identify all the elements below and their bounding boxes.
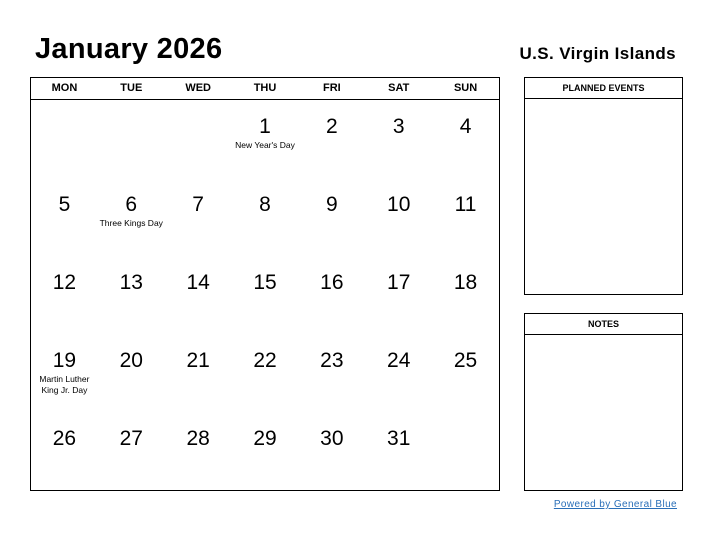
day-cell (98, 178, 165, 256)
planned-events-header: PLANNED EVENTS (525, 78, 682, 99)
day-cell (432, 178, 499, 256)
day-cell (31, 412, 98, 490)
holiday-label: Martin Luther King Jr. Day (39, 374, 90, 395)
day-number: 12 (52, 271, 77, 294)
planned-events-box (524, 77, 683, 295)
day-cell (365, 178, 432, 256)
day-number: 21 (186, 349, 210, 372)
weekday-label: FRI (323, 82, 341, 94)
day-number: 20 (119, 349, 143, 372)
page-title: January 2026 (35, 33, 223, 65)
day-cell (432, 100, 499, 178)
day-cell (232, 178, 299, 256)
day-cell (31, 334, 98, 412)
day-cell (232, 256, 299, 334)
day-number: 22 (253, 349, 277, 372)
day-number: 29 (253, 427, 277, 450)
day-cell (165, 100, 232, 178)
day-number: 31 (387, 427, 411, 450)
day-cell (232, 334, 299, 412)
day-cell (432, 412, 499, 490)
day-cell (165, 178, 232, 256)
day-number: 30 (320, 427, 344, 450)
day-cell (298, 100, 365, 178)
day-number: 2 (326, 115, 338, 138)
day-number: 10 (387, 193, 411, 216)
day-number: 26 (52, 427, 77, 450)
day-number: 27 (119, 427, 143, 450)
day-number: 3 (392, 115, 405, 138)
day-number: 28 (186, 427, 210, 450)
day-cell (232, 100, 299, 178)
day-number: 23 (320, 349, 344, 372)
weekday-label: THU (253, 82, 277, 94)
day-cell (365, 412, 432, 490)
day-cell (165, 334, 232, 412)
weekday-label: TUE (120, 82, 143, 94)
weekday-header-row (31, 78, 499, 100)
day-cell (298, 178, 365, 256)
day-cell (432, 334, 499, 412)
day-cell (365, 100, 432, 178)
day-cell (165, 256, 232, 334)
day-cell (31, 100, 98, 178)
notes-box (524, 313, 683, 491)
day-cell (298, 412, 365, 490)
day-cell (31, 178, 98, 256)
day-cell (232, 412, 299, 490)
day-number: 4 (459, 115, 472, 138)
region-name: U.S. Virgin Islands (519, 44, 676, 63)
day-number: 5 (58, 193, 71, 216)
day-cell (298, 334, 365, 412)
calendar-body (31, 100, 499, 490)
powered-by-link[interactable]: Powered by General Blue (553, 499, 677, 510)
day-number: 11 (454, 193, 477, 216)
day-number: 15 (253, 271, 277, 294)
weekday-label: SUN (453, 82, 478, 94)
day-cell (98, 334, 165, 412)
day-number: 19 (52, 349, 77, 372)
day-cell (298, 256, 365, 334)
day-number: 7 (192, 193, 204, 216)
day-number: 9 (326, 193, 338, 216)
day-cell (98, 256, 165, 334)
day-number: 17 (387, 271, 411, 294)
day-number: 6 (125, 193, 138, 216)
day-cell (365, 256, 432, 334)
day-number: 8 (259, 193, 271, 216)
day-number: 14 (186, 271, 210, 294)
day-number: 25 (453, 349, 478, 372)
weekday-label: SAT (388, 82, 410, 94)
calendar-grid (30, 77, 500, 491)
weekday-label: MON (51, 82, 78, 94)
day-cell (98, 100, 165, 178)
day-cell (165, 412, 232, 490)
weekday-label: WED (185, 82, 211, 94)
day-number: 16 (320, 271, 344, 294)
holiday-label: New Year's Day (235, 140, 295, 150)
day-cell (365, 334, 432, 412)
day-number: 1 (259, 115, 271, 138)
day-number: 24 (387, 349, 411, 372)
day-cell (31, 256, 98, 334)
day-number: 18 (453, 271, 478, 294)
day-cell (432, 256, 499, 334)
holiday-label: Three Kings Day (99, 218, 163, 228)
day-cell (98, 412, 165, 490)
day-number: 13 (119, 271, 143, 294)
notes-header: NOTES (525, 314, 682, 335)
